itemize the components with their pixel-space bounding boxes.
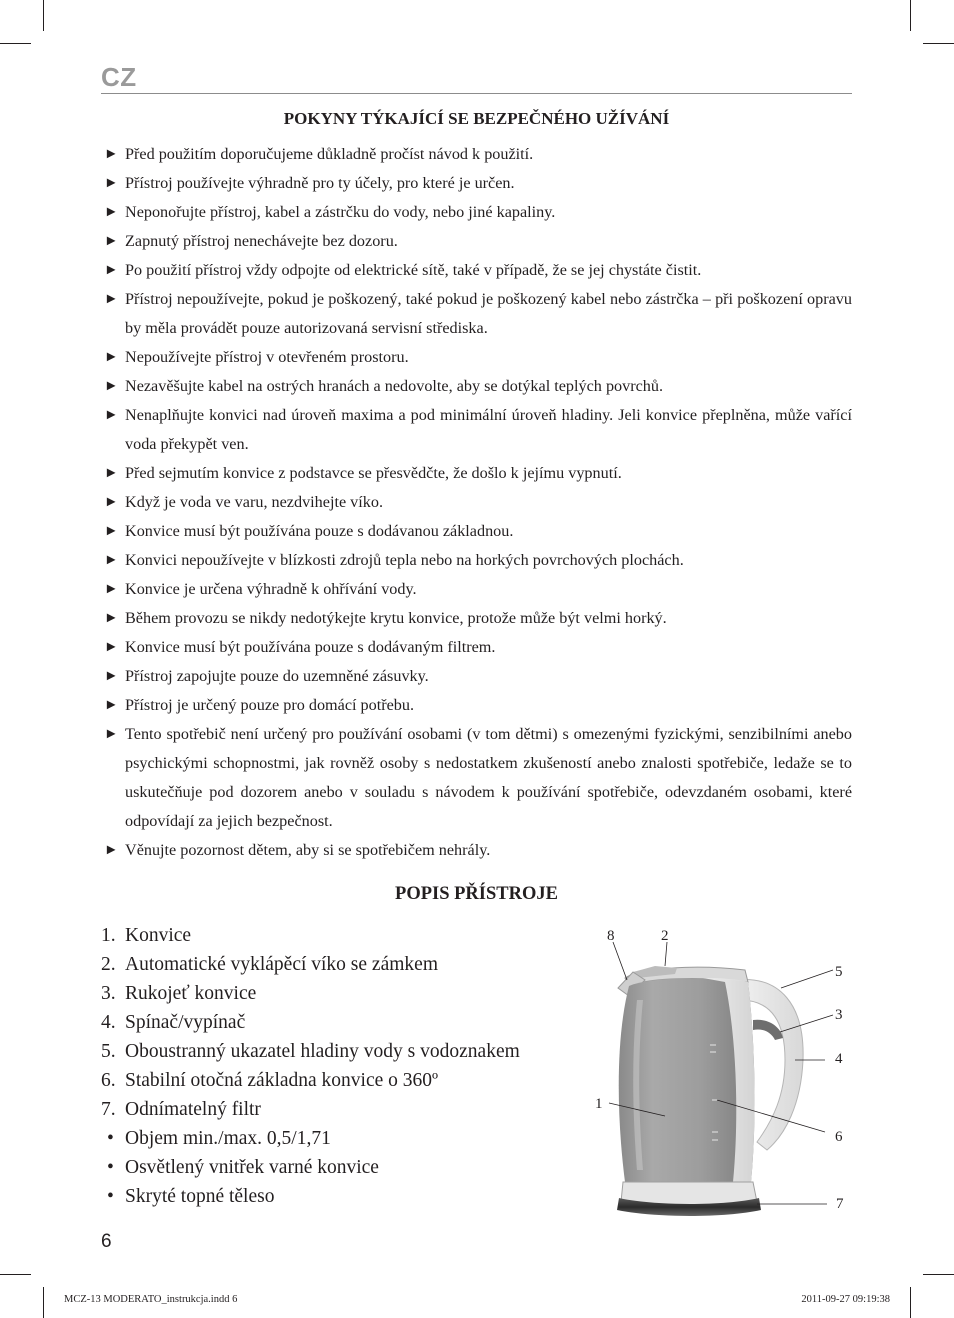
callout-8: 8	[607, 928, 615, 944]
list-item: ► Před použitím doporučujeme důkladně pročíst návod k použití.	[104, 140, 852, 169]
arrow-bullet-icon: ►	[104, 407, 119, 423]
list-item: 7. Odnímatelný filtr	[101, 1099, 261, 1120]
arrow-bullet-icon: ►	[104, 610, 119, 626]
list-item: • Objem min./max. 0,5/1,71	[107, 1128, 331, 1149]
list-item: ► Konvice je určena výhradně k ohřívání vody.	[104, 575, 852, 604]
kettle-figure	[585, 920, 860, 1220]
language-label: CZ	[101, 62, 137, 92]
arrow-bullet-icon: ►	[104, 668, 119, 684]
list-item: 3. Rukojeť konvice	[101, 983, 257, 1004]
arrow-bullet-icon: ►	[104, 146, 119, 162]
list-item: ► Konvice musí být používána pouze s dodávaným filtrem.	[104, 633, 852, 662]
arrow-bullet-icon: ►	[104, 349, 119, 365]
list-item: ► Neponořujte přístroj, kabel a zástrčku do vody, nebo jiné kapaliny.	[104, 198, 852, 227]
list-item: ► Před sejmutím konvice z podstavce se přesvědčte, že došlo k jejímu vypnutí.	[104, 459, 852, 488]
list-item: 1. Konvice	[101, 925, 192, 946]
safety-list	[104, 140, 852, 865]
list-item: • Skryté topné těleso	[107, 1186, 275, 1207]
callout-1: 1	[595, 1096, 603, 1112]
list-item: 4. Spínač/vypínač	[101, 1012, 246, 1033]
arrow-bullet-icon: ►	[104, 233, 119, 249]
arrow-bullet-icon: ►	[104, 175, 119, 191]
list-item: • Osvětlený vnitřek varné konvice	[107, 1157, 379, 1178]
list-item: ► Přístroj používejte výhradně pro ty účely, pro které je určen.	[104, 169, 852, 198]
crop-mark	[43, 0, 44, 31]
header-rule	[101, 93, 852, 94]
list-item: ► Konvici nepoužívejte v blízkosti zdrojů tepla nebo na horkých povrchových plochách.	[104, 546, 852, 575]
list-item: ► Nepoužívejte přístroj v otevřeném prostoru.	[104, 343, 852, 372]
arrow-bullet-icon: ►	[104, 204, 119, 220]
parts-list	[101, 921, 581, 1211]
list-item: ► Zapnutý přístroj nenechávejte bez dozoru.	[104, 227, 852, 256]
footer-file: MCZ-13 MODERATO_instrukcja.indd 6	[64, 1294, 238, 1305]
footer-timestamp: 2011-09-27 09:19:38	[801, 1294, 890, 1305]
list-item: ► Nezavěšujte kabel na ostrých hranách a nedovolte, aby se dotýkal teplých povrchů.	[104, 372, 852, 401]
callout-6: 6	[835, 1129, 843, 1145]
crop-mark	[0, 1274, 31, 1275]
arrow-bullet-icon: ►	[104, 523, 119, 539]
list-item: ► Během provozu se nikdy nedotýkejte krytu konvice, protože může být velmi horký.	[104, 604, 852, 633]
page-number: 6	[101, 1231, 112, 1252]
list-item: ► Věnujte pozornost dětem, aby si se spotřebičem nehrály.	[104, 836, 852, 865]
arrow-bullet-icon: ►	[104, 291, 119, 307]
kettle-illustration	[585, 920, 860, 1220]
arrow-bullet-icon: ►	[104, 726, 119, 742]
callout-3: 3	[835, 1007, 843, 1023]
arrow-bullet-icon: ►	[104, 639, 119, 655]
crop-mark	[43, 1287, 44, 1318]
list-item: 2. Automatické vyklápěcí víko se zámkem	[101, 954, 438, 975]
list-item: 5. Oboustranný ukazatel hladiny vody s vodoznakem	[101, 1041, 520, 1062]
crop-mark	[923, 43, 954, 44]
list-item: ► Konvice musí být používána pouze s dodávanou základnou.	[104, 517, 852, 546]
arrow-bullet-icon: ►	[104, 494, 119, 510]
crop-mark	[0, 43, 31, 44]
arrow-bullet-icon: ►	[104, 262, 119, 278]
description-title: POPIS PŘÍSTROJE	[395, 884, 558, 904]
list-item: ► Přístroj nepoužívejte, pokud je poškozený, také pokud je poškozený kabel nebo zástrčka – při poškození opravu by měla provádět pouze autorizovaná servisní střediska.	[104, 285, 852, 343]
callout-5: 5	[835, 964, 843, 980]
list-item: ► Když je voda ve varu, nezdvihejte víko.	[104, 488, 852, 517]
arrow-bullet-icon: ►	[104, 581, 119, 597]
crop-mark	[910, 0, 911, 31]
list-item: ► Nenaplňujte konvici nad úroveň maxima a pod minimální úroveň hladiny. Jeli konvice přeplněna, může vařící voda překypět ven.	[104, 401, 852, 459]
arrow-bullet-icon: ►	[104, 697, 119, 713]
callout-7: 7	[836, 1196, 844, 1212]
list-item: ► Po použití přístroj vždy odpojte od elektrické sítě, také v případě, že se jej chystáte čistit.	[104, 256, 852, 285]
crop-mark	[923, 1274, 954, 1275]
list-item: ► Tento spotřebič není určený pro používání osobami (v tom dětmi) s omezenými fyzickými, senzibilními anebo psychickými schopnostmi, jak rovněž osoby s nedostatkem zkušeností anebo znalosti spotřebiče, ledaže se to uskutečňuje pod dozorem anebo v souladu s návodem k používání spotřebiče, odevzdaném osobami, které odpovídají za jejich bezpečnost.	[104, 720, 852, 836]
arrow-bullet-icon: ►	[104, 842, 119, 858]
list-item: ► Přístroj zapojujte pouze do uzemněné zásuvky.	[104, 662, 852, 691]
callout-2: 2	[661, 928, 669, 944]
crop-mark	[910, 1287, 911, 1318]
arrow-bullet-icon: ►	[104, 552, 119, 568]
safety-title: POKYNY TÝKAJÍCÍ SE BEZPEČNÉHO UŽÍVÁNÍ	[283, 109, 670, 128]
arrow-bullet-icon: ►	[104, 378, 119, 394]
list-item: ► Přístroj je určený pouze pro domácí potřebu.	[104, 691, 852, 720]
callout-4: 4	[835, 1051, 843, 1067]
list-item: 6. Stabilní otočná základna konvice o 360º	[101, 1070, 439, 1091]
arrow-bullet-icon: ►	[104, 465, 119, 481]
